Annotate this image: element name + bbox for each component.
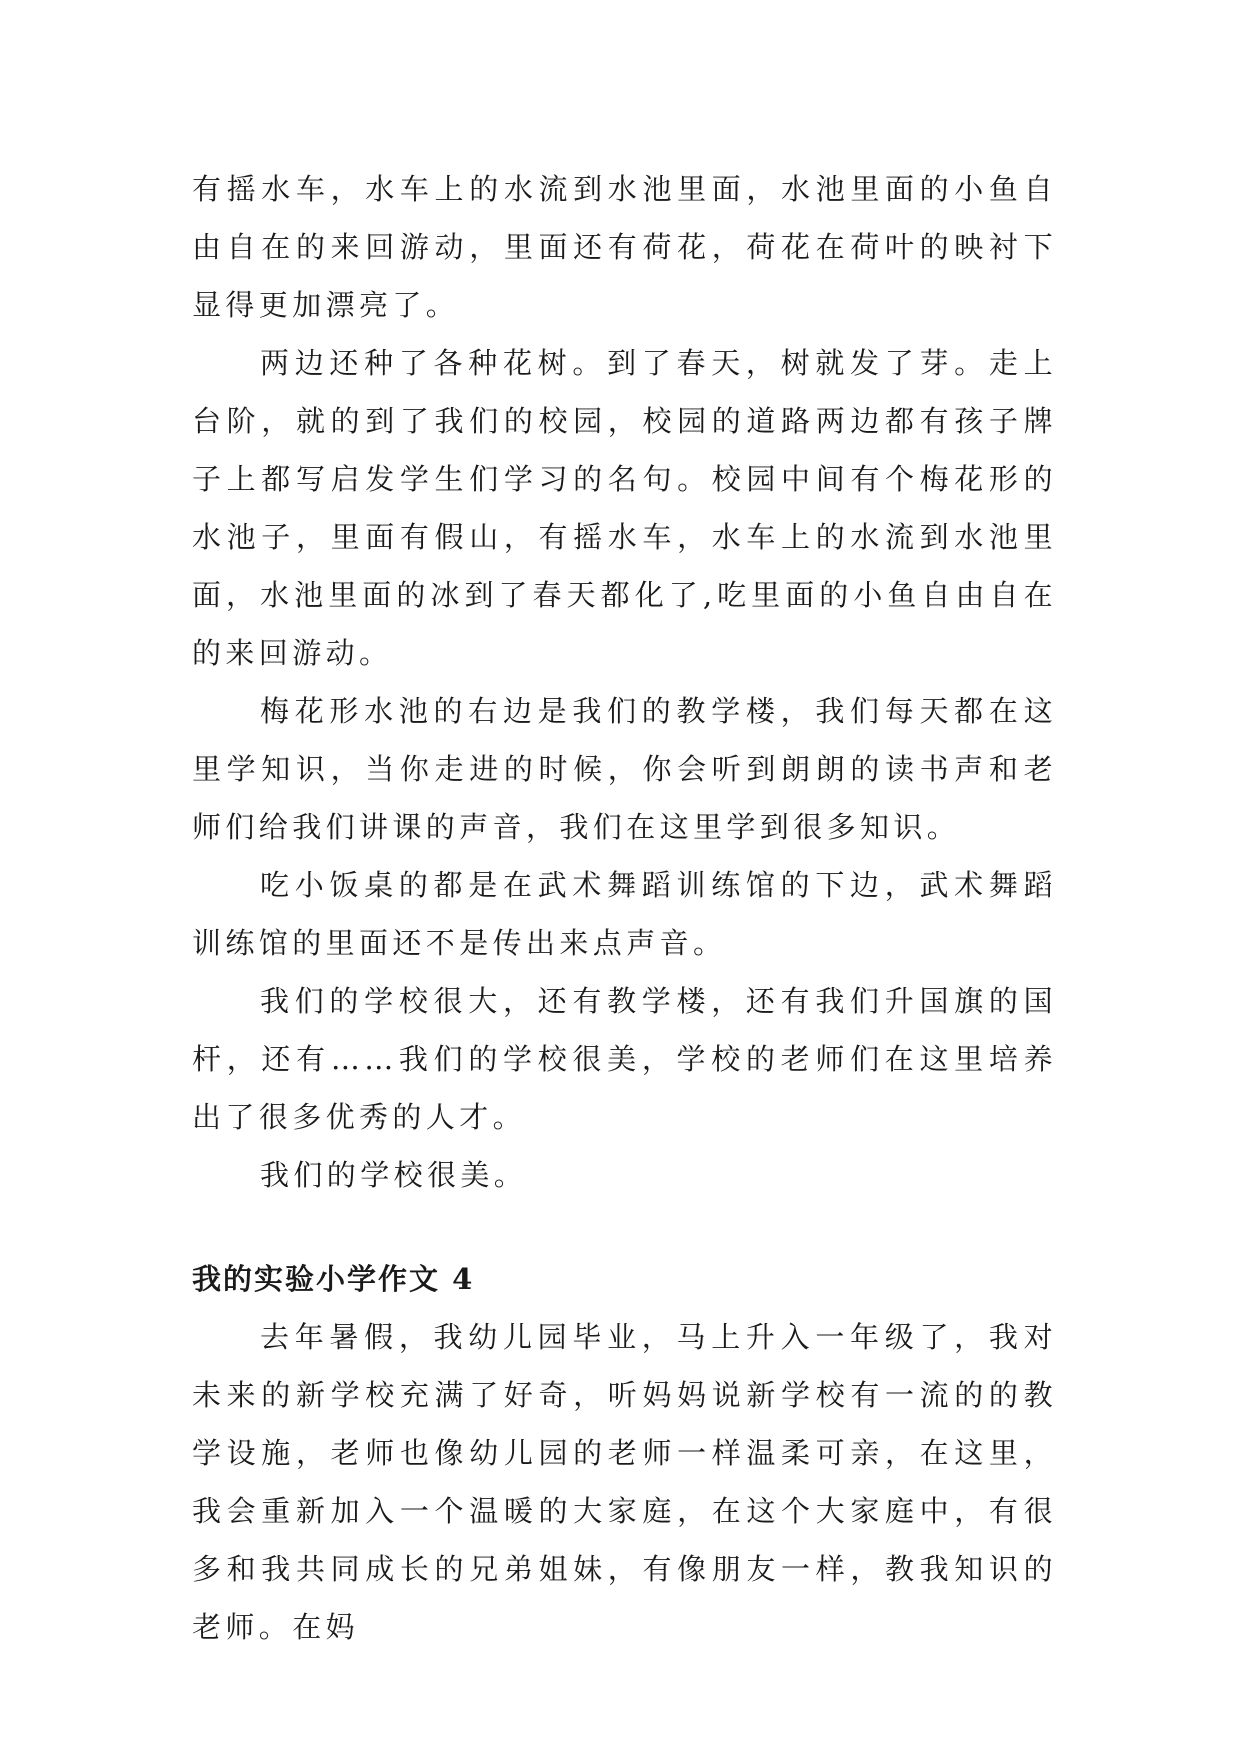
paragraph: 梅花形水池的右边是我们的教学楼，我们每天都在这里学知识，当你走进的时候，你会听到朗朗的读书声和老师们给我们讲课的声音，我们在这里学到很多知识。 (192, 694, 1057, 844)
paragraph: 吃小饭桌的都是在武术舞蹈训练馆的下边，武术舞蹈训练馆的里面还不是传出来点声音。 (192, 868, 1057, 960)
paragraph: 两边还种了各种花树。到了春天，树就发了芽。走上台阶，就的到了我们的校园，校园的道路两边都有孩子牌子上都写启发学生们学习的名句。校园中间有个梅花形的水池子，里面有假山，有摇水车，水车上的水流到水池里面，水池里面的冰到了春天都化了,吃里面的小鱼自由自在的来回游动。 (192, 346, 1057, 670)
paragraph: 我们的学校很大，还有教学楼，还有我们升国旗的国杆，还有……我们的学校很美，学校的老师们在这里培养出了很多优秀的人才。 (192, 984, 1057, 1134)
paragraph: 我们的学校很美。 (260, 1158, 528, 1192)
document-body (192, 160, 1057, 1656)
paragraph-continued: 有摇水车，水车上的水流到水池里面，水池里面的小鱼自由自在的来回游动，里面还有荷花，荷花在荷叶的映衬下显得更加漂亮了。 (192, 172, 1057, 322)
section-title: 我的实验小学作文 4 (192, 1262, 475, 1296)
paragraph: 去年暑假，我幼儿园毕业，马上升入一年级了，我对未来的新学校充满了好奇，听妈妈说新学校有一流的的教学设施，老师也像幼儿园的老师一样温柔可亲，在这里，我会重新加入一个温暖的大家庭，在这个大家庭中，有很多和我共同成长的兄弟姐妹，有像朋友一样，教我知识的老师。在妈 (192, 1320, 1057, 1644)
